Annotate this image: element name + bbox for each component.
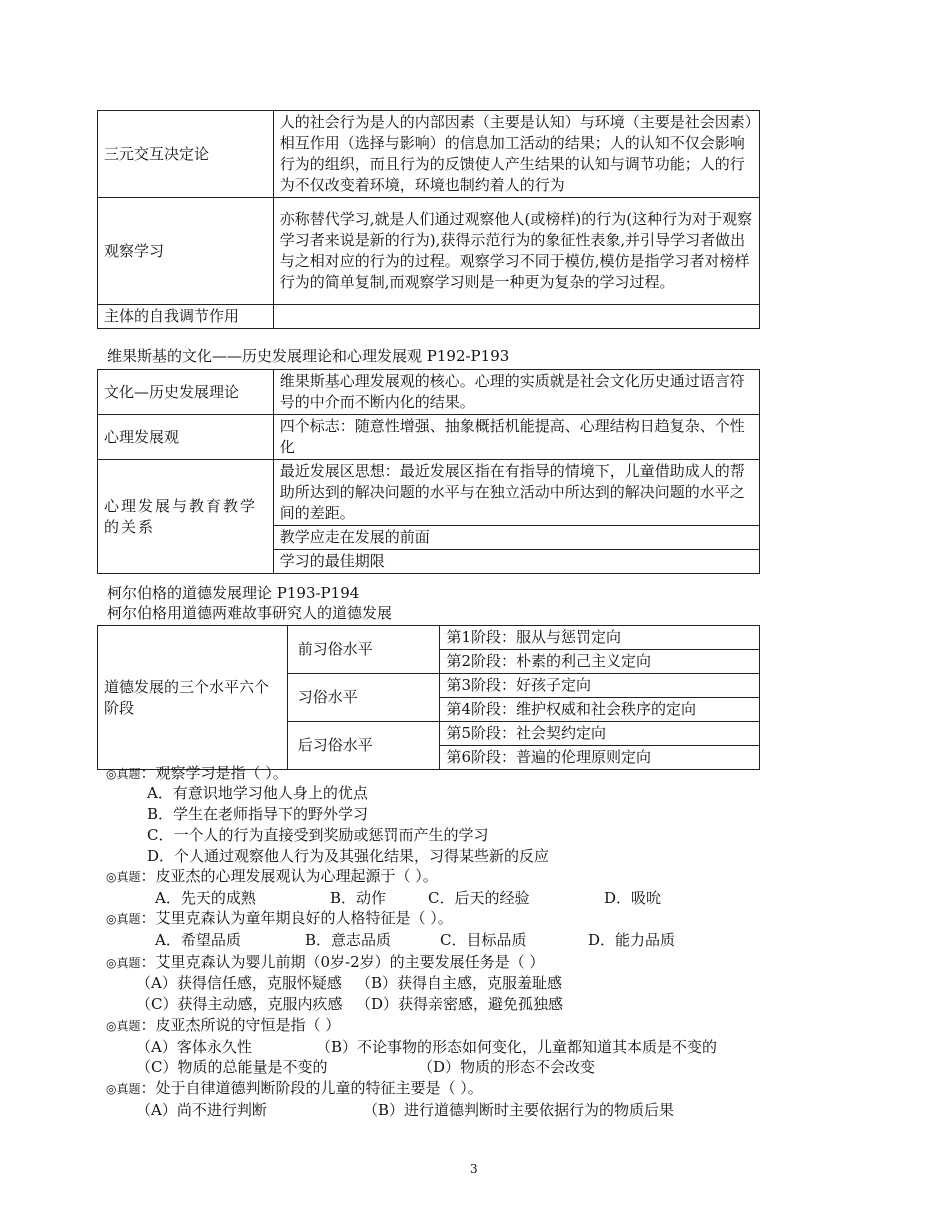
table-row [98, 198, 760, 305]
term-cell: 三元交互决定论 [98, 111, 274, 198]
desc-cell [273, 305, 759, 329]
stage-cell: 第5阶段：社会契约定向 [440, 722, 760, 746]
table-row [98, 305, 760, 329]
question-6-stem: ◎真题：处于自律道德判断阶段的儿童的特征主要是（ ）。 [106, 1079, 483, 1097]
question-1-stem: ◎真题：观察学习是指（ ）。 [106, 764, 288, 782]
desc-cell: 最近发展区思想：最近发展区指在有指导的情境下，儿童借助成人的帮助所达到的解决问题的水平与在独立活动中所达到的解决问题的水平之间的差距。 [273, 460, 759, 526]
term-cell: 心理发展与教育教学的关系 [98, 460, 274, 574]
question-5-option-b: （B）不论事物的形态如何变化，儿童都知道其本质是不变的 [316, 1038, 718, 1056]
page-number: 3 [470, 1162, 478, 1176]
desc-cell: 教学应走在发展的前面 [273, 526, 759, 550]
question-3-option-b: B．意志品质 [305, 931, 392, 949]
stage-cell: 第2阶段：朴素的利己主义定向 [440, 650, 760, 674]
question-3-stem: ◎真题：艾里克森认为童年期良好的人格特征是（ ）。 [106, 909, 453, 927]
stage-cell: 第4阶段：维护权威和社会秩序的定向 [440, 698, 760, 722]
stage-cell: 第1阶段：服从与惩罚定向 [440, 626, 760, 650]
stage-cell: 第3阶段：好孩子定向 [440, 674, 760, 698]
question-4-option-b: （B）获得自主感，克服羞耻感 [356, 974, 563, 992]
level-cell: 后习俗水平 [287, 722, 440, 770]
question-2-option-b: B．动作 [330, 889, 387, 907]
question-4-stem: ◎真题：艾里克森认为婴儿前期（0岁-2岁）的主要发展任务是（ ） [106, 953, 545, 971]
question-marker: ◎真题 [106, 956, 141, 970]
level-cell: 习俗水平 [287, 674, 440, 722]
question-2-option-a: A．先天的成熟 [155, 889, 256, 907]
kohlberg-table [97, 625, 760, 770]
vygotsky-table [97, 369, 760, 574]
desc-cell: 学习的最佳期限 [273, 550, 759, 574]
question-2-option-c: C．后天的经验 [428, 889, 530, 907]
bandura-table [97, 110, 760, 329]
question-3-option-a: A．希望品质 [155, 931, 241, 949]
term-cell: 观察学习 [98, 198, 274, 305]
question-5-option-a: （A）客体永久性 [136, 1038, 252, 1056]
question-4-option-c: （C）获得主动感，克服内疚感 [136, 995, 343, 1013]
question-1-option-a: A．有意识地学习他人身上的优点 [147, 784, 368, 802]
desc-cell: 亦称替代学习,就是人们通过观察他人(或榜样)的行为(这种行为对于观察学习者来说是新的行为),获得示范行为的象征性表象,并引导学习者做出与之相对应的行为的过程。观察学习不同于模仿,模仿是指学习者对榜样行为的简单复制,而观察学习则是一种更为复杂的学习过程。 [273, 198, 759, 305]
label-cell: 道德发展的三个水平六个阶段 [98, 626, 288, 770]
question-5-stem: ◎真题：皮亚杰所说的守恒是指（ ） [106, 1016, 341, 1034]
desc-cell: 人的社会行为是人的内部因素（主要是认知）与环境（主要是社会因素）相互作用（选择与影响）的信息加工活动的结果；人的认知不仅会影响行为的组织，而且行为的反馈使人产生结果的认知与调节功能；人的行为不仅改变着环境，环境也制约着人的行为 [273, 111, 759, 198]
question-6-option-b: （B）进行道德判断时主要依据行为的物质后果 [363, 1101, 675, 1119]
section-heading: 维果斯基的文化——历史发展理论和心理发展观 P192-P193 [107, 347, 510, 365]
question-marker: ◎真题 [106, 870, 141, 884]
question-1-option-b: B．学生在老师指导下的野外学习 [147, 805, 369, 823]
question-marker: ◎真题 [106, 912, 141, 926]
section-subheading: 柯尔伯格用道德两难故事研究人的道德发展 [107, 604, 393, 622]
question-3-option-c: C．目标品质 [440, 931, 527, 949]
stage-cell: 第6阶段：普遍的伦理原则定向 [440, 746, 760, 770]
desc-cell: 四个标志：随意性增强、抽象概括机能提高、心理结构日趋复杂、个性化 [273, 415, 759, 460]
question-1-option-c: C．一个人的行为直接受到奖励或惩罚而产生的学习 [147, 826, 489, 844]
question-2-option-d: D．吸吮 [604, 889, 662, 907]
question-4-option-d: （D）获得亲密感，避免孤独感 [356, 995, 564, 1013]
question-4-option-a: （A）获得信任感，克服怀疑感 [136, 974, 342, 992]
question-5-option-c: （C）物质的总能量是不变的 [136, 1058, 328, 1076]
question-marker: ◎真题 [106, 1019, 141, 1033]
question-2-stem: ◎真题：皮亚杰的心理发展观认为心理起源于（ ）。 [106, 867, 438, 885]
table-row [98, 626, 760, 650]
table-row [98, 111, 760, 198]
question-3-option-d: D．能力品质 [588, 931, 676, 949]
term-cell: 心理发展观 [98, 415, 274, 460]
level-cell: 前习俗水平 [287, 626, 440, 674]
section-heading: 柯尔伯格的道德发展理论 P193-P194 [107, 584, 360, 602]
term-cell: 主体的自我调节作用 [98, 305, 274, 329]
table-row [98, 460, 760, 526]
question-1-option-d: D．个人通过观察他人行为及其强化结果，习得某些新的反应 [147, 847, 550, 865]
table-row [98, 415, 760, 460]
desc-cell: 维果斯基心理发展观的核心。心理的实质就是社会文化历史通过语言符号的中介而不断内化的结果。 [273, 370, 759, 415]
term-cell: 文化—历史发展理论 [98, 370, 274, 415]
question-marker: ◎真题 [106, 1082, 141, 1096]
question-6-option-a: （A）尚不进行判断 [136, 1101, 267, 1119]
question-marker: ◎真题 [106, 767, 141, 781]
question-5-option-d: （D）物质的形态不会改变 [418, 1058, 596, 1076]
table-row [98, 370, 760, 415]
